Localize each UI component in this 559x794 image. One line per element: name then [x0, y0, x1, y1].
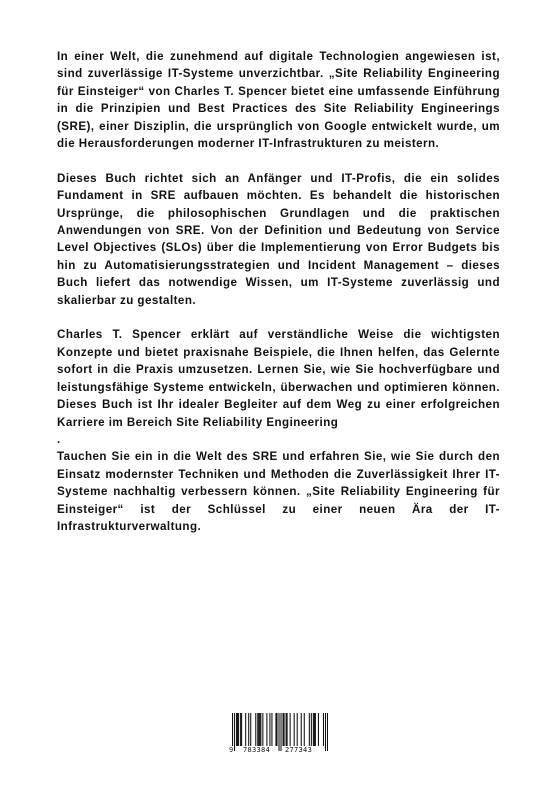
barcode-bar: [278, 713, 279, 751]
barcode-bar: [241, 713, 242, 746]
barcode-bar: [325, 713, 326, 751]
barcode-bar: [313, 713, 314, 746]
barcode-bar: [314, 713, 315, 746]
barcode-bar: [315, 713, 316, 746]
blurb-paragraph-intro: In einer Welt, die zunehmend auf digitale Technologien angewiesen ist, sind zuverlässige IT-Systeme unverzichtbar. „Site Reliability Engineering für Einsteiger“ von Charles T. Spencer bietet eine umfassende Einführung in die Prinzipien und Best Practices des Site Reliability Engineerings (SRE), einer Disziplin, die ursprünglich von Google entwickelt wurde, um die Herausforderungen moderner IT-Infrastrukturen zu meistern.: [57, 50, 500, 151]
barcode-bar: [311, 713, 312, 746]
barcode-bar: [327, 713, 328, 751]
barcode-bar: [234, 713, 235, 751]
barcode-bar: [237, 713, 238, 746]
barcode-bar: [238, 713, 239, 746]
blurb-paragraph-closing: Tauchen Sie ein in die Welt des SRE und erfahren Sie, wie Sie durch den Einsatz modernster Techniken und Methoden die Zuverlässigkeit Ihrer IT-Systeme nachhaltig verbessern können. „Site Reliability Engineering für Einsteiger“ ist der Schlüssel zu einer neuen Ära der IT-Infrastrukturverwaltung.: [57, 450, 500, 533]
barcode-bar: [284, 713, 285, 746]
barcode-bar: [271, 713, 272, 746]
barcode-bar: [297, 713, 298, 746]
barcode-bar: [294, 713, 295, 746]
barcode-bar: [250, 713, 251, 746]
barcode-digit-first: 9: [229, 746, 234, 754]
barcode-bar: [240, 713, 241, 746]
barcode-bar: [269, 713, 270, 746]
isbn-barcode: [229, 713, 331, 753]
barcode-digits-left: 783384: [243, 746, 271, 754]
blurb-paragraph-audience: Dieses Buch richtet sich an Anfänger und IT-Profis, die ein solides Fundament in SRE aufbauen möchten. Es behandelt die historischen Ursprünge, die philosophischen Grundlagen und die praktischen Anwendungen von SRE. Von der Definition und Bedeutung von Service Level Objectives (SLOs) über die Implementierung von Error Budgets bis hin zu Automatisierungsstrategien und Incident Management – dieses Buch liefert das notwendige Wissen, um IT-Systeme zuverlässig und skalierbar zu gestalten.: [57, 171, 500, 307]
barcode-bar: [287, 713, 288, 746]
back-cover-text: [57, 48, 500, 535]
barcode-bar: [255, 713, 256, 746]
barcode-bar: [318, 713, 319, 746]
barcode-bar: [275, 713, 276, 746]
barcode-bar: [323, 713, 324, 746]
barcode-bar: [262, 713, 263, 746]
barcode-digits-right: 277343: [285, 746, 313, 754]
blurb-stray-period: .: [57, 432, 61, 446]
blurb-paragraph-author: Charles T. Spencer erklärt auf verständliche Weise die wichtigsten Konzepte und bietet praxisnahe Beispiele, die Ihnen helfen, das Gelernte sofort in die Praxis umzusetzen. Lernen Sie, wie Sie hochverfügbare und leistungsfähige Systeme entwickeln, überwachen und optimieren können. Dieses Buch ist Ihr idealer Begleiter auf dem Weg zu einer erfolgreichen Karriere im Bereich Site Reliability Engineering: [57, 328, 500, 429]
barcode-bar: [260, 713, 261, 746]
barcode-bar: [259, 713, 260, 746]
barcode-bar: [257, 713, 258, 746]
barcode-bar: [276, 713, 277, 746]
barcode-bar: [245, 713, 246, 746]
barcode-bar: [281, 713, 282, 751]
barcode-bar: [283, 713, 284, 746]
barcode-bar: [236, 713, 237, 746]
barcode-bar: [266, 713, 267, 746]
barcode-bar: [301, 713, 302, 746]
barcode-bar: [258, 713, 259, 746]
barcode-bar: [248, 713, 249, 746]
barcode-bar: [304, 713, 305, 746]
barcode-bar: [290, 713, 291, 746]
barcode-bar: [309, 713, 310, 746]
barcode-bar: [286, 713, 287, 746]
